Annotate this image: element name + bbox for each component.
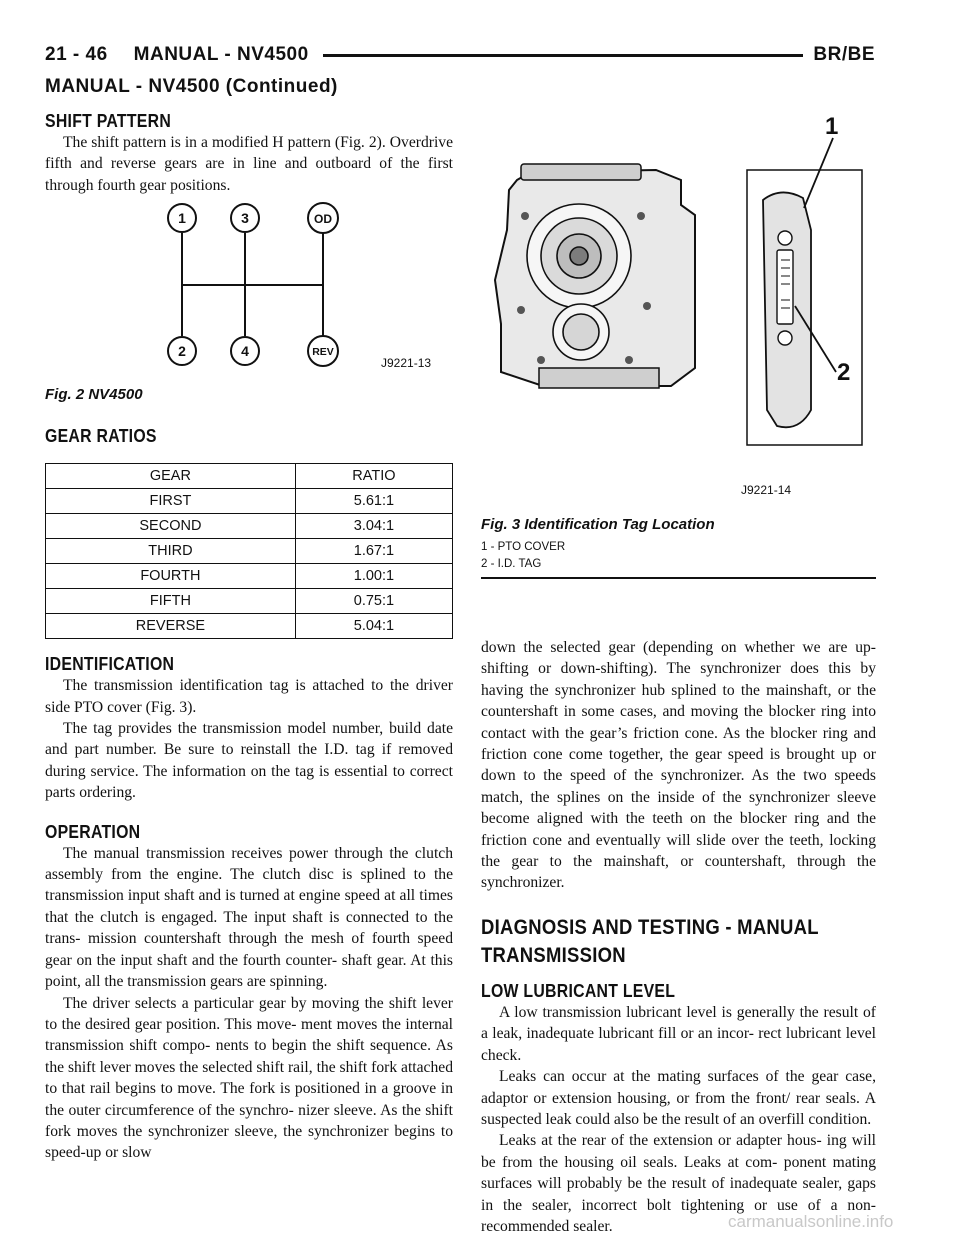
- gear-label-rev: REV: [312, 346, 334, 359]
- fig2-figure: [45, 200, 453, 425]
- table-header-cell: RATIO: [295, 464, 452, 489]
- table-cell: FIRST: [46, 489, 296, 514]
- gear-label-4: 4: [241, 343, 249, 360]
- table-cell: 3.04:1: [295, 514, 452, 539]
- fig2-caption: Fig. 2 NV4500: [45, 386, 143, 404]
- table-header-row: [46, 464, 453, 489]
- table-row: [46, 489, 453, 514]
- callout-2: 2: [837, 359, 851, 386]
- legend-item: 1 - PTO COVER: [481, 541, 566, 553]
- identification-heading: IDENTIFICATION: [45, 654, 175, 675]
- table-header-cell: GEAR: [46, 464, 296, 489]
- low-lubricant-paragraph: Leaks can occur at the mating surfaces of the gear case, adaptor or extension housing, or from the front/ rear seals. A suspected leak could also be the result of an overfill condition.: [481, 1068, 876, 1128]
- section-title: MANUAL - NV4500: [133, 44, 309, 65]
- header-rule: [323, 54, 804, 57]
- table-row: [46, 614, 453, 639]
- identification-paragraph: The tag provides the transmission model number, build date and part number. Be sure to reinstall the I.D. tag if removed during service. The information on the tag is essential to correct parts ordering.: [45, 720, 453, 802]
- table-cell: SECOND: [46, 514, 296, 539]
- low-lubricant-paragraph: Leaks at the rear of the extension or adapter hous- ing will be from the housing oil seals. Leaks at com- ponent mating surfaces will probably be the result of inadequate sealer, gaps in the sealer, incorrect bolt tightening or use of a non-recommended sealer.: [481, 1132, 876, 1235]
- case-top-boss: [521, 164, 641, 180]
- low-lubricant-paragraph: A low transmission lubricant level is generally the result of a leak, inadequate lubricant fill or an incor- rect lubricant level check.: [481, 1003, 876, 1064]
- table-cell: FIFTH: [46, 589, 296, 614]
- page-number: 21 - 46: [45, 44, 108, 65]
- diagnosis-heading-line1: DIAGNOSIS AND TESTING - MANUAL: [481, 915, 819, 939]
- table-row: [46, 564, 453, 589]
- table-row: [46, 589, 453, 614]
- fig2-code: J9221-13: [381, 356, 432, 371]
- table-cell: FOURTH: [46, 564, 296, 589]
- fig3-code: J9221-14: [741, 483, 792, 497]
- table-row: [46, 514, 453, 539]
- table-row: [46, 539, 453, 564]
- operation-heading: OPERATION: [45, 821, 141, 842]
- fig3-figure: [481, 110, 876, 580]
- table-cell: 5.04:1: [295, 614, 452, 639]
- gear-label-2: 2: [178, 343, 186, 360]
- legend-item: 2 - I.D. TAG: [481, 558, 542, 570]
- gear-label-3: 3: [241, 210, 249, 227]
- gear-label-1: 1: [178, 210, 186, 227]
- operation-continuation: down the selected gear (depending on whether we are up-shifting or down-shifting). The synchronizer does this by having the synchronizer hub splined to the mainshaft, or the countershaft in some cases, and moving the blocker ring into contact with the gear’s friction cone. As the blocker ring and friction cone come together, the gear speed is brought up or down to the speed of the synchronizer. As the two speeds match, the splines on the inside of the synchronizer sleeve become aligned with the teeth on the blocker ring and the friction cone and eventually will slide over the teeth, locking the gear to the mainshaft, or countershaft, through the synchronizer.: [481, 639, 876, 892]
- table-cell: 0.75:1: [295, 589, 452, 614]
- transmission-illustration: [481, 110, 876, 500]
- table-cell: REVERSE: [46, 614, 296, 639]
- table-cell: 1.67:1: [295, 539, 452, 564]
- continued-title: MANUAL - NV4500 (Continued): [45, 76, 338, 97]
- table-cell: 1.00:1: [295, 564, 452, 589]
- fig3-caption: Fig. 3 Identification Tag Location: [481, 516, 715, 533]
- case-foot: [539, 368, 659, 388]
- callout-1: 1: [825, 113, 839, 140]
- left-column: [45, 110, 453, 1164]
- operation-paragraph: The manual transmission receives power through the clutch assembly from the engine. The clutch disc is splined to the transmission input shaft and is turned at engine speed at all times that the clutch is engaged. The input shaft is connected to the trans- mission countershaft through the mesh of fourth speed gear on the input shaft and the fourth counter- shaft gear. At this point, all the transmission gears are spinning.: [45, 844, 453, 991]
- diagnosis-heading-line2: TRANSMISSION: [481, 943, 626, 967]
- gear-ratio-table: [45, 463, 453, 639]
- shift-pattern-heading: SHIFT PATTERN: [45, 111, 172, 131]
- shift-pattern-text: The shift pattern is in a modified H pattern (Fig. 2). Overdrive fifth and reverse gears are in line and outboard of the first through fourth gear positions.: [45, 134, 453, 194]
- table-cell: THIRD: [46, 539, 296, 564]
- gear-ratios-heading: GEAR RATIOS: [45, 426, 157, 447]
- fig3-legend: [481, 539, 565, 573]
- model-code: BR/BE: [813, 44, 875, 65]
- table-cell: 5.61:1: [295, 489, 452, 514]
- gear-label-od: OD: [314, 212, 332, 227]
- figure-divider: [481, 577, 876, 579]
- watermark: carmanualsonline.info: [728, 1212, 894, 1231]
- low-lubricant-heading: LOW LUBRICANT LEVEL: [481, 980, 676, 1001]
- operation-paragraph: The driver selects a particular gear by moving the shift lever to the desired gear position. This move- ment moves the internal transmission shift compo- nents to begin the shift sequence. As the shift lever moves the selected shift rail, the shift fork attached to that rail begins to move. The fork is positioned in a groove in the outer circumference of the synchro- nizer sleeve. As the shift fork moves the synchronizer sleeve, the synchronizer begins to speed-up or slow: [45, 994, 453, 1162]
- page-header: [45, 42, 875, 68]
- right-column: [481, 637, 876, 1237]
- id-tag: [777, 250, 793, 324]
- identification-paragraph: The transmission identification tag is attached to the driver side PTO cover (Fig. 3).: [45, 677, 453, 716]
